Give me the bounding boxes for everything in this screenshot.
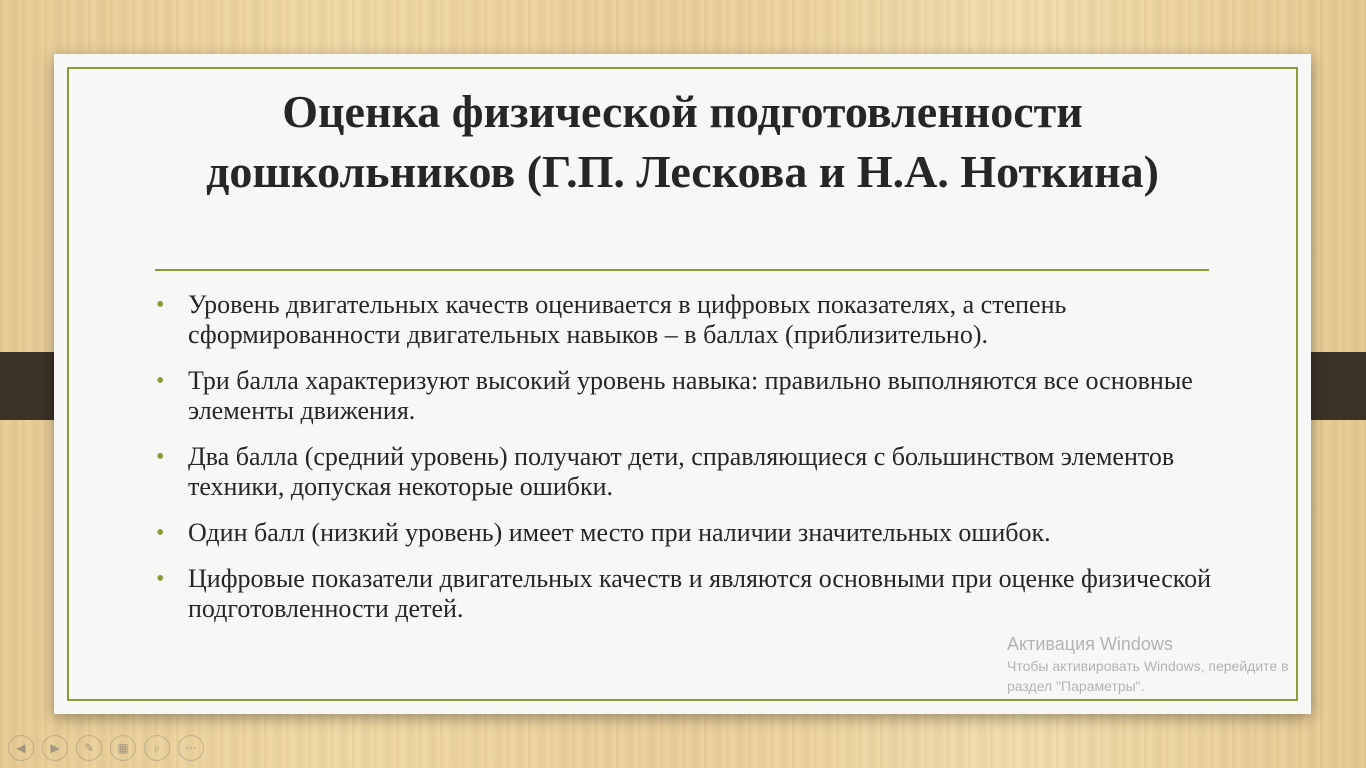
- slide-title: [114, 82, 1251, 202]
- slideshow-controls: [8, 735, 204, 761]
- bullet-icon: •: [156, 566, 165, 592]
- bullet-item: [154, 366, 1234, 426]
- bullet-text: Один балл (низкий уровень) имеет место при наличии значительных ошибок.: [188, 518, 1051, 547]
- previous-slide-icon[interactable]: ◀: [8, 735, 34, 761]
- more-options-icon[interactable]: ⋯: [178, 735, 204, 761]
- see-all-slides-icon[interactable]: ▦: [110, 735, 136, 761]
- bullet-list: [154, 290, 1234, 640]
- bullet-text: Два балла (средний уровень) получают дети, справляющиеся с большинством элементов техники, допуская некоторые ошибки.: [188, 442, 1175, 501]
- bullet-text: Три балла характеризуют высокий уровень навыка: правильно выполняются все основные элементы движения.: [188, 366, 1193, 425]
- bullet-text: Уровень двигательных качеств оценивается в цифровых показателях, а степень сформированности двигательных навыков – в баллах (приблизительно).: [188, 290, 1067, 349]
- bullet-item: [154, 290, 1234, 350]
- zoom-icon[interactable]: ⌕: [144, 735, 170, 761]
- bullet-icon: •: [156, 520, 165, 546]
- bullet-item: [154, 564, 1234, 624]
- title-line-2: дошкольников (Г.П. Лескова и Н.А. Ноткина): [206, 146, 1159, 197]
- pen-icon[interactable]: ✎: [76, 735, 102, 761]
- bullet-icon: •: [156, 292, 165, 318]
- bullet-item: [154, 518, 1234, 548]
- windows-activation-watermark: [1007, 632, 1289, 696]
- bullet-item: [154, 442, 1234, 502]
- watermark-title: Активация Windows: [1007, 634, 1173, 654]
- bullet-icon: •: [156, 444, 165, 470]
- title-line-1: Оценка физической подготовленности: [282, 86, 1083, 137]
- bullet-icon: •: [156, 368, 165, 394]
- slide: [54, 54, 1311, 714]
- next-slide-icon[interactable]: ▶: [42, 735, 68, 761]
- watermark-line-1: Чтобы активировать Windows, перейдите в: [1007, 658, 1289, 674]
- watermark-line-2: раздел "Параметры".: [1007, 678, 1145, 694]
- bullet-text: Цифровые показатели двигательных качеств и являются основными при оценке физической подготовленности детей.: [188, 564, 1212, 623]
- title-divider: [155, 269, 1209, 271]
